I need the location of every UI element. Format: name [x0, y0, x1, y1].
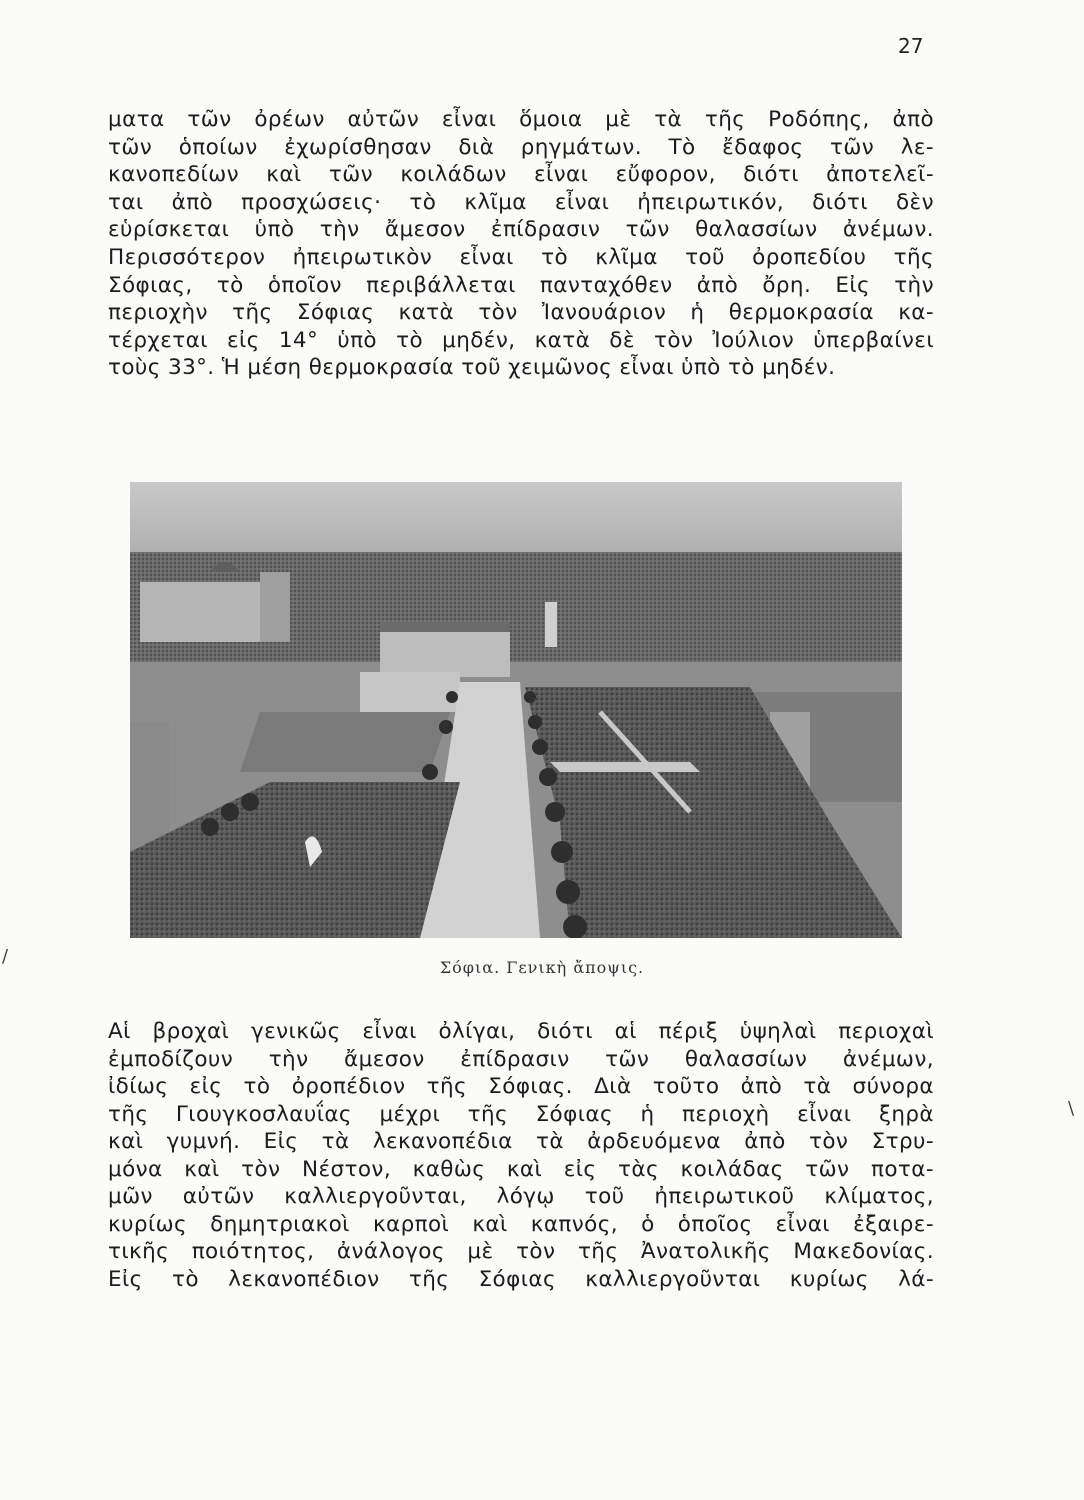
text-line: τέρχεται εἰς 14° ὑπὸ τὸ μηδέν, κατὰ δὲ τὸν Ἰούλιον ὑπερβαίνει: [108, 327, 934, 353]
text-line: καὶ γυμνή. Εἰς τὰ λεκανοπέδια τὰ ἀρδευόμενα ἀπὸ τὸν Στρυ-: [108, 1129, 934, 1154]
text-line: τῶν ὁποίων ἐχωρίσθησαν διὰ ρηγμάτων. Τὸ ἔδαφος τῶν λε-: [108, 134, 934, 160]
page-number: 27: [898, 34, 924, 58]
sofia-panorama-photo: [130, 482, 902, 938]
text-line: μῶν αὐτῶν καλλιεργοῦνται, λόγῳ τοῦ ἠπειρωτικοῦ κλίματος,: [108, 1184, 934, 1209]
text-line: περιοχὴν τῆς Σόφιας κατὰ τὸν Ἰανουάριον ἡ θερμοκρασία κα-: [108, 300, 934, 326]
text-line: ἰδίως εἰς τὸ ὀροπέδιον τῆς Σόφιας. Διὰ τοῦτο ἀπὸ τὰ σύνορα: [108, 1074, 934, 1099]
text-line: ται ἀπὸ προσχώσεις· τὸ κλῖμα εἶναι ἠπειρωτικόν, διότι δὲν: [108, 189, 934, 215]
photo-illustration: [130, 482, 902, 938]
text-line: κανοπεδίων καὶ τῶν κοιλάδων εἶναι εὔφορον, διότι ἀποτελεῖ-: [108, 162, 934, 188]
text-line: Εἰς τὸ λεκανοπέδιον τῆς Σόφιας καλλιεργοῦνται κυρίως λά-: [108, 1266, 934, 1292]
text-line: Περισσότερον ἠπειρωτικὸν εἶναι τὸ κλῖμα τοῦ ὀροπεδίου τῆς: [108, 244, 934, 270]
text-line: ματα τῶν ὀρέων αὐτῶν εἶναι ὅμοια μὲ τὰ τῆς Ροδόπης, ἀπὸ: [108, 107, 934, 132]
text-line: Σόφιας, τὸ ὁποῖον περιβάλλεται πανταχόθεν ἀπὸ ὄρη. Εἰς τὴν: [108, 272, 934, 298]
margin-mark-right: \: [1068, 1098, 1075, 1119]
figure-caption: Σόφια. Γενικὴ ἄποψις.: [439, 958, 645, 977]
text-line: Αἱ βροχαὶ γενικῶς εἶναι ὀλίγαι, διότι αἱ πέριξ ὑψηλαὶ περιοχαὶ: [108, 1019, 934, 1044]
text-line: κυρίως δημητριακοὶ καρποὶ καὶ καπνός, ὁ ὁποῖος εἶναι ἐξαιρε-: [108, 1211, 934, 1237]
text-line: τικῆς ποιότητος, ἀνάλογος μὲ τὸν τῆς Ἀνατολικῆς Μακεδονίας.: [108, 1239, 934, 1264]
text-line: τῆς Γιουγκοσλαυΐας μέχρι τῆς Σόφιας ἡ περιοχὴ εἶναι ξηρὰ: [108, 1101, 934, 1127]
margin-mark-left: /: [2, 946, 9, 967]
paragraph-climate: [108, 106, 934, 382]
paragraph-agriculture: [108, 1018, 934, 1293]
text-line: τοὺς 33°. Ἡ μέση θερμοκρασία τοῦ χειμῶνος εἶναι ὑπὸ τὸ μηδέν.: [108, 355, 836, 381]
text-line: ἐμποδίζουν τὴν ἄμεσον ἐπίδρασιν τῶν θαλασσίων ἀνέμων,: [108, 1046, 934, 1072]
text-line: μόνα καὶ τὸν Νέστον, καθὼς καὶ εἰς τὰς κοιλάδας τῶν ποτα-: [108, 1156, 934, 1182]
text-line: εὑρίσκεται ὑπὸ τὴν ἄμεσον ἐπίδρασιν τῶν θαλασσίων ἀνέμων.: [108, 217, 934, 243]
